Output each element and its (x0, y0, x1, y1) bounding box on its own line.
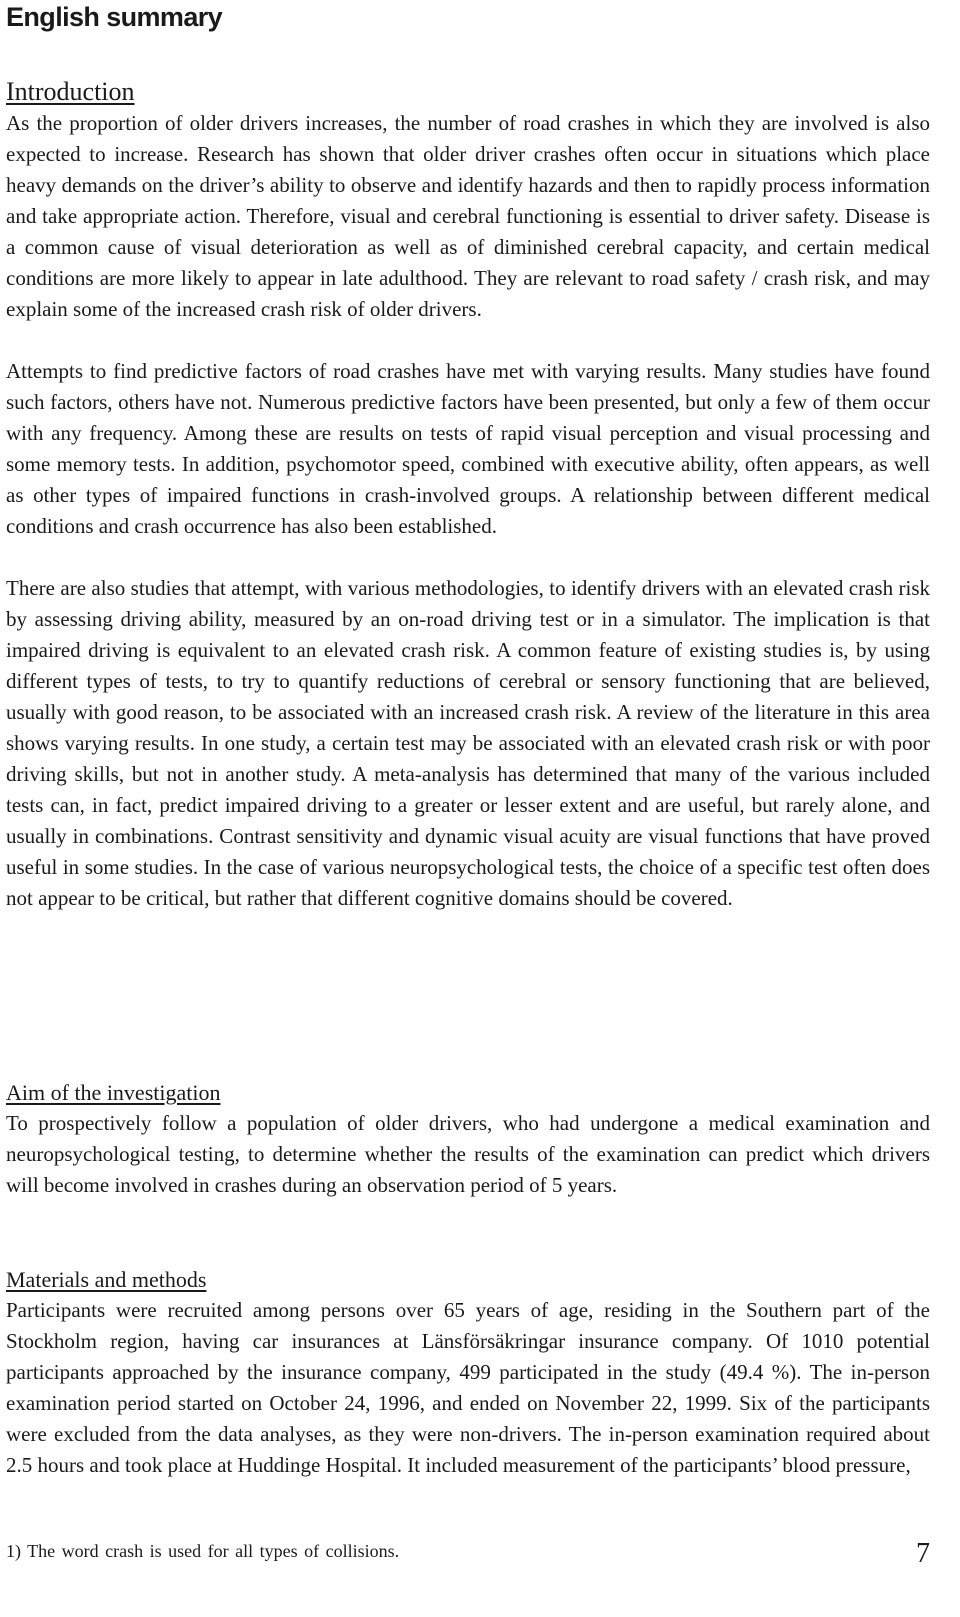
paragraph-methods: Participants were recruited among persons over 65 years of age, residing in the Southern part of the Stockholm region, having car insurances at Länsförsäkringar insurance company. Of 1010 potential participants approached by the insurance company, 499 participated in the study (49.4 %). The in-person examination period started on October 24, 1996, and ended on November 22, 1999. Six of the participants were excluded from the data analyses, as they were non-drivers. The in-person examination required about 2.5 hours and took place at Huddinge Hospital. It included measurement of the participants’ blood pressure, (6, 1298, 930, 1477)
section-heading-methods: Materials and methods (6, 1267, 207, 1292)
page-footer (0, 1535, 960, 1617)
section-aim (6, 1077, 930, 1201)
section-introduction (6, 76, 930, 914)
section-heading-aim: Aim of the investigation (6, 1080, 221, 1105)
page-title: English summary (6, 2, 223, 32)
page-number: 7 (916, 1538, 930, 1569)
footnote-divider (3, 1535, 183, 1536)
paragraph-introduction-3: There are also studies that attempt, with various methodologies, to identify drivers with an elevated crash risk by assessing driving ability, measured by an on-road driving test or in a simulator. The implication is that impaired driving is equivalent to an elevated crash risk. A common feature of existing studies is, by using different types of tests, to try to quantify reductions of cerebral or sensory functioning that are believed, usually with good reason, to be associated with an increased crash risk. A review of the literature in this area shows varying results. In one study, a certain test may be associated with an elevated crash risk or with poor driving skills, but not in another study. A meta-analysis has determined that many of the various included tests can, in fact, predict impaired driving to a greater or lesser extent and are useful, but rarely alone, and usually in combinations. Contrast sensitivity and dynamic visual acuity are visual functions that have proved useful in some studies. In the case of various neuropsychological tests, the choice of a specific test often does not appear to be critical, but rather that different cognitive domains should be covered. (6, 576, 930, 910)
section-methods (6, 1264, 930, 1481)
paragraph-aim: To prospectively follow a population of older drivers, who had undergone a medical examination and neuropsychological testing, to determine whether the results of the examination can predict which drivers will become involved in crashes during an observation period of 5 years. (6, 1111, 930, 1197)
footnote: 1) The word crash is used for all types of collisions. (6, 1541, 400, 1561)
section-heading-introduction: Introduction (6, 77, 135, 106)
paragraph-introduction-1: As the proportion of older drivers increases, the number of road crashes in which they are involved is also expected to increase. Research has shown that older driver crashes often occur in situations which place heavy demands on the driver’s ability to observe and identify hazards and then to rapidly process information and take appropriate action. Therefore, visual and cerebral functioning is essential to driver safety. Disease is a common cause of visual deterioration as well as of diminished cerebral capacity, and certain medical conditions are more likely to appear in late adulthood. They are relevant to road safety / crash risk, and may explain some of the increased crash risk of older drivers. (6, 111, 930, 321)
paragraph-introduction-2: Attempts to find predictive factors of road crashes have met with varying results. Many studies have found such factors, others have not. Numerous predictive factors have been presented, but only a few of them occur with any frequency. Among these are results on tests of rapid visual perception and visual processing and some memory tests. In addition, psychomotor speed, combined with executive ability, often appears, as well as other types of impaired functions in crash-involved groups. A relationship between different medical conditions and crash occurrence has also been established. (6, 359, 930, 538)
